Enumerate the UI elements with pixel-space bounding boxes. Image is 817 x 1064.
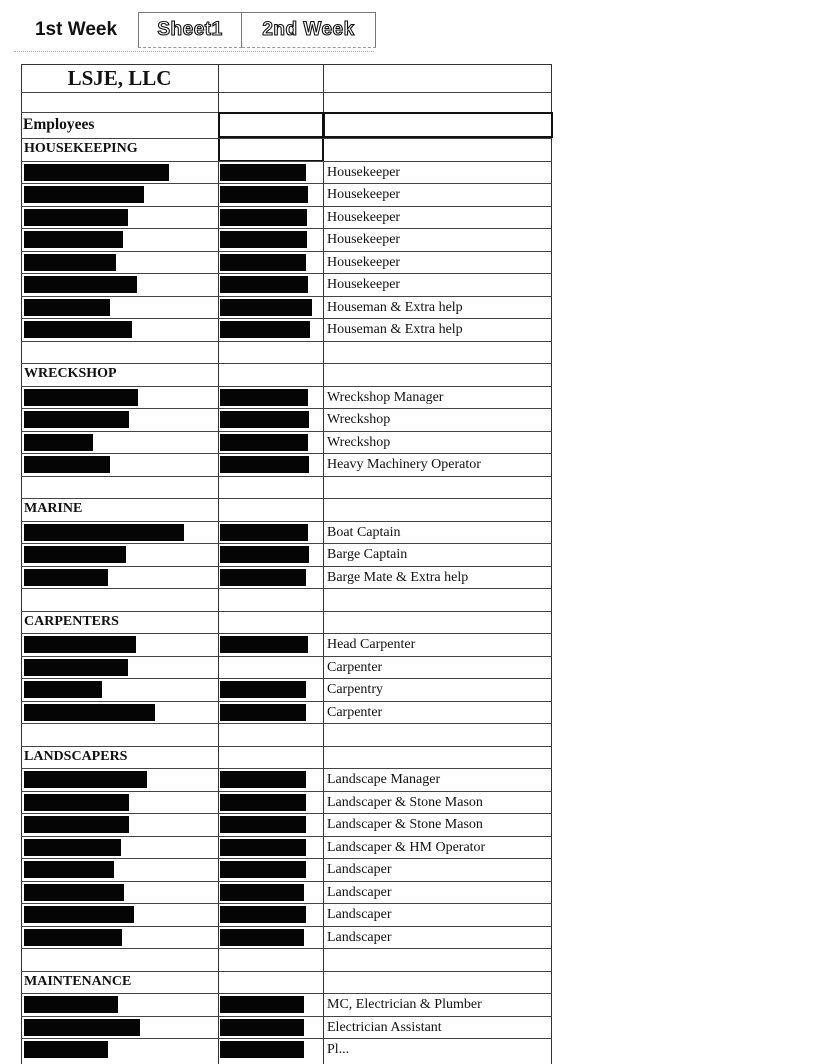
- employee-row[interactable]: [21, 881, 552, 904]
- job-title: Barge Captain: [327, 547, 408, 562]
- redacted-id: [220, 906, 306, 923]
- redacted-id: [220, 794, 306, 811]
- redacted-name: [24, 884, 124, 901]
- employee-row[interactable]: [21, 768, 552, 791]
- section-label: CARPENTERS: [24, 613, 119, 629]
- redacted-id: [220, 996, 304, 1013]
- employee-row[interactable]: [21, 633, 552, 656]
- section-label: WRECKSHOP: [24, 366, 117, 381]
- redacted-name: [24, 794, 129, 811]
- job-title: Head Carpenter: [327, 637, 416, 652]
- section-row: [21, 611, 552, 634]
- job-title: Housekeeper: [327, 187, 401, 202]
- redacted-name: [24, 996, 118, 1013]
- blank-row: [21, 341, 552, 364]
- redacted-id: [220, 771, 306, 788]
- selected-cell[interactable]: [323, 112, 553, 138]
- employee-row[interactable]: [21, 431, 552, 454]
- redacted-id: [220, 1019, 304, 1036]
- redacted-id: [220, 389, 308, 406]
- redacted-id: [220, 411, 309, 428]
- employee-row[interactable]: [21, 161, 552, 184]
- redacted-name: [24, 321, 132, 338]
- employee-row[interactable]: [21, 251, 552, 274]
- redacted-id: [220, 186, 308, 203]
- blank-row: [21, 723, 552, 746]
- employee-row[interactable]: [21, 521, 552, 544]
- job-title: Carpenter: [327, 704, 383, 720]
- section-label: MAINTENANCE: [24, 973, 132, 989]
- sheet-tab-bar: [14, 12, 378, 52]
- redacted-id: [220, 681, 306, 698]
- job-title: Housekeeper: [327, 164, 401, 180]
- job-title: Heavy Machinery Operator: [327, 457, 481, 472]
- job-title: Wreckshop Manager: [327, 389, 444, 405]
- redacted-name: [24, 546, 126, 563]
- employee-row[interactable]: [21, 453, 552, 476]
- redacted-name: [24, 276, 137, 293]
- employee-row[interactable]: [21, 813, 552, 836]
- employee-row[interactable]: [21, 543, 552, 566]
- blank-row: [21, 588, 552, 611]
- section-row: [21, 746, 552, 769]
- job-title: Barge Mate & Extra help: [327, 569, 469, 585]
- employee-row[interactable]: [21, 858, 552, 881]
- job-title: Landscaper: [327, 907, 392, 922]
- redacted-id: [220, 524, 308, 541]
- job-title: Carpenter: [327, 659, 383, 675]
- job-title: Carpentry: [327, 682, 383, 697]
- employee-row[interactable]: [21, 1038, 552, 1061]
- employee-row[interactable]: [21, 993, 552, 1016]
- job-title: Pl...: [327, 1042, 350, 1057]
- tab-2nd-week[interactable]: 2nd Week: [242, 12, 376, 48]
- redacted-id: [220, 884, 304, 901]
- redacted-name: [24, 209, 128, 226]
- redacted-id: [220, 1041, 304, 1058]
- section-label: MARINE: [24, 501, 83, 516]
- job-title: Housekeeper: [327, 254, 401, 270]
- redacted-id: [220, 434, 308, 451]
- employees-header: Employees: [23, 116, 95, 133]
- redacted-id: [220, 164, 306, 181]
- redacted-name: [24, 636, 136, 653]
- tab-sheet1[interactable]: Sheet1: [138, 12, 242, 48]
- redacted-id: [220, 569, 306, 586]
- employee-row[interactable]: [21, 206, 552, 229]
- company-title: LSJE, LLC: [67, 66, 172, 90]
- redacted-name: [24, 434, 93, 451]
- redacted-name: [24, 704, 155, 721]
- job-title: Houseman & Extra help: [327, 299, 463, 315]
- job-title: Landscaper: [327, 884, 392, 900]
- redacted-id: [220, 839, 306, 856]
- employee-row[interactable]: [21, 408, 552, 431]
- job-title: Housekeeper: [327, 232, 401, 247]
- job-title: Electrician Assistant: [327, 1019, 442, 1035]
- redacted-name: [24, 816, 129, 833]
- job-title: Houseman & Extra help: [327, 322, 463, 337]
- job-title: Landscaper: [327, 929, 392, 945]
- job-title: Landscaper & Stone Mason: [327, 817, 483, 832]
- redacted-name: [24, 839, 121, 856]
- redacted-name: [24, 411, 129, 428]
- redacted-name: [24, 164, 169, 181]
- redacted-id: [220, 861, 306, 878]
- redacted-id: [220, 231, 307, 248]
- job-title: MC, Electrician & Plumber: [327, 997, 482, 1012]
- selected-cell[interactable]: [218, 112, 324, 138]
- employee-row[interactable]: [21, 701, 552, 724]
- redacted-id: [220, 321, 310, 338]
- section-label: HOUSEKEEPING: [24, 141, 138, 156]
- title-row: [21, 64, 552, 92]
- redacted-name: [24, 681, 102, 698]
- redacted-name: [24, 771, 147, 788]
- redacted-id: [220, 209, 307, 226]
- spacer-row: [21, 92, 552, 112]
- redacted-id: [220, 704, 306, 721]
- employee-row[interactable]: [21, 273, 552, 296]
- job-title: Landscaper & HM Operator: [327, 839, 486, 855]
- blank-row: [21, 948, 552, 971]
- redacted-name: [24, 456, 110, 473]
- blank-row: [21, 476, 552, 499]
- redacted-name: [24, 569, 108, 586]
- redacted-name: [24, 524, 184, 541]
- employee-row[interactable]: [21, 566, 552, 589]
- redacted-name: [24, 254, 116, 271]
- job-title: Landscaper: [327, 862, 392, 877]
- job-title: Wreckshop: [327, 434, 391, 450]
- redacted-id: [220, 546, 309, 563]
- employee-row[interactable]: [21, 183, 552, 206]
- employee-row[interactable]: [21, 926, 552, 949]
- redacted-name: [24, 231, 123, 248]
- redacted-name: [24, 299, 110, 316]
- redacted-id: [220, 816, 306, 833]
- job-title: Landscaper & Stone Mason: [327, 794, 483, 810]
- section-row: [21, 138, 552, 161]
- employee-row[interactable]: [21, 228, 552, 251]
- employee-row[interactable]: [21, 1016, 552, 1039]
- redacted-name: [24, 389, 138, 406]
- redacted-id: [220, 299, 312, 316]
- tab-1st-week[interactable]: 1st Week: [34, 19, 118, 40]
- job-title: Housekeeper: [327, 277, 401, 292]
- employee-sheet: [21, 64, 552, 1064]
- employee-row[interactable]: [21, 836, 552, 859]
- job-title: Landscape Manager: [327, 772, 441, 787]
- section-row: [21, 363, 552, 386]
- employee-row[interactable]: [21, 656, 552, 679]
- redacted-name: [24, 186, 144, 203]
- job-title: Boat Captain: [327, 524, 401, 540]
- employee-row[interactable]: [21, 296, 552, 319]
- employee-row[interactable]: [21, 791, 552, 814]
- job-title: Wreckshop: [327, 412, 391, 427]
- employee-row[interactable]: [21, 903, 552, 926]
- employee-row[interactable]: [21, 318, 552, 341]
- redacted-id: [220, 254, 306, 271]
- redacted-id: [220, 636, 308, 653]
- redacted-name: [24, 659, 128, 676]
- redacted-name: [24, 1019, 140, 1036]
- employee-row[interactable]: [21, 678, 552, 701]
- section-label: LANDSCAPERS: [24, 748, 128, 764]
- section-row: [21, 498, 552, 521]
- job-title: Housekeeper: [327, 209, 401, 225]
- employee-row[interactable]: [21, 386, 552, 409]
- tab-divider: [14, 51, 374, 52]
- redacted-id: [220, 456, 309, 473]
- redacted-id: [220, 276, 308, 293]
- section-row: [21, 971, 552, 994]
- redacted-name: [24, 929, 122, 946]
- redacted-name: [24, 906, 134, 923]
- redacted-name: [24, 1041, 108, 1058]
- redacted-name: [24, 861, 114, 878]
- redacted-id: [220, 929, 304, 946]
